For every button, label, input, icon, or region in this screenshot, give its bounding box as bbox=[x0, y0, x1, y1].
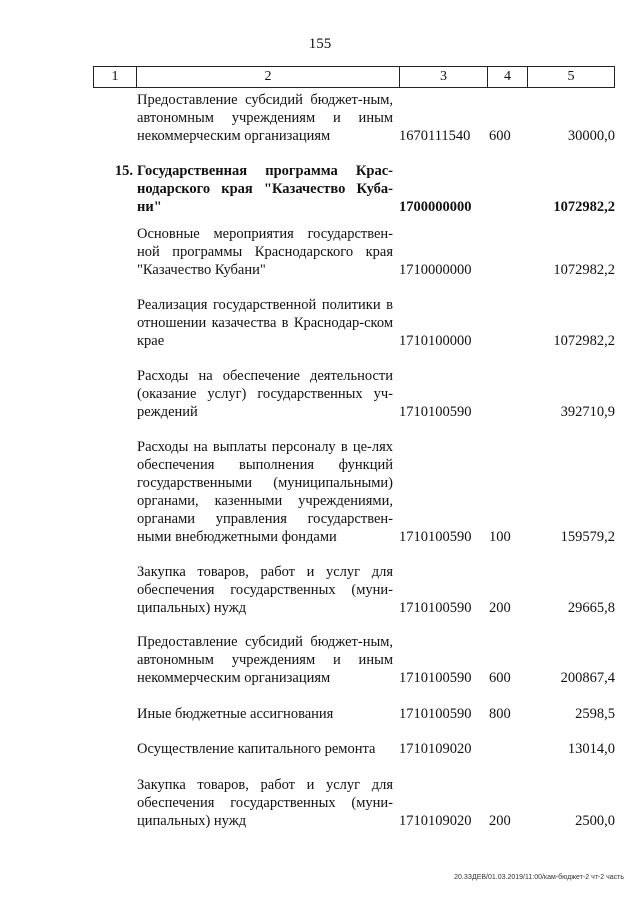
footer-stamp: 20.3ЗДЕВ/01.03.2019/11:00/кам-бюджет-2 чт-2 часть bbox=[454, 874, 624, 881]
row-name: Иные бюджетные ассигнования bbox=[137, 706, 334, 722]
header-col-5: 5 bbox=[567, 69, 575, 84]
row-code: 1710000000 bbox=[399, 262, 472, 278]
row-code: 1710100590 bbox=[399, 600, 472, 616]
row-code: 1710100590 bbox=[399, 404, 472, 420]
row-number: 15. bbox=[114, 163, 133, 179]
header-col-4: 4 bbox=[488, 67, 528, 87]
row-amount: 13014,0 bbox=[567, 741, 615, 757]
row-name: Предоставление субсидий бюджет-ным, автономным учреждениям и иным некоммерческим организациям bbox=[137, 634, 393, 686]
row-type: 600 bbox=[489, 670, 511, 686]
row-name: Реализация государственной политики в отношении казачества в Краснодар-ском крае bbox=[137, 297, 393, 349]
row-code: 1710109020 bbox=[399, 813, 472, 829]
header-col-3: 3 bbox=[400, 67, 488, 87]
row-code: 1710100590 bbox=[399, 670, 472, 686]
header-col-2: 2 bbox=[137, 67, 400, 87]
row-code: 1710100590 bbox=[399, 529, 472, 545]
row-name: Расходы на обеспечение деятельности (оказание услуг) государственных уч-реждений bbox=[137, 368, 393, 420]
row-type: 800 bbox=[489, 706, 511, 722]
page-number: 155 bbox=[308, 36, 332, 52]
row-amount: 200867,4 bbox=[560, 670, 615, 686]
row-name: Расходы на выплаты персоналу в це-лях обеспечения выполнения функций государственными (муниципальными) органами, казенными учреждениями, органами управления государствен-ными внебюджетными фондами bbox=[137, 439, 393, 545]
row-name: Государственная программа Крас-нодарского края "Казачество Куба-ни" bbox=[137, 163, 393, 215]
row-name: Закупка товаров, работ и услуг для обеспечения государственных (муни-ципальных) нужд bbox=[137, 564, 393, 616]
row-name: Закупка товаров, работ и услуг для обеспечения государственных (муни-ципальных) нужд bbox=[137, 777, 393, 829]
row-amount: 1072982,2 bbox=[553, 199, 615, 215]
row-amount: 2500,0 bbox=[575, 813, 615, 829]
row-amount: 30000,0 bbox=[567, 128, 615, 144]
row-name: Предоставление субсидий бюджет-ным, автономным учреждениям и иным некоммерческим организациям bbox=[137, 92, 393, 144]
row-amount: 159579,2 bbox=[560, 529, 615, 545]
row-amount: 392710,9 bbox=[560, 404, 615, 420]
header-col-1: 1 bbox=[94, 67, 137, 87]
row-type: 100 bbox=[489, 529, 511, 545]
row-name: Основные мероприятия государствен-ной программы Краснодарского края "Казачество Кубани" bbox=[137, 226, 393, 278]
row-amount: 1072982,2 bbox=[553, 262, 615, 278]
table-header bbox=[93, 66, 615, 88]
row-amount: 2598,5 bbox=[575, 706, 615, 722]
row-code: 1670111540 bbox=[399, 128, 471, 144]
row-name: Осуществление капитального ремонта bbox=[137, 741, 376, 757]
row-type: 600 bbox=[489, 128, 511, 144]
row-code: 1710100590 bbox=[399, 706, 472, 722]
row-amount: 29665,8 bbox=[567, 600, 615, 616]
row-code: 1710100000 bbox=[399, 333, 472, 349]
row-amount: 1072982,2 bbox=[553, 333, 615, 349]
row-code: 1710109020 bbox=[399, 741, 472, 757]
row-type: 200 bbox=[489, 600, 511, 616]
row-code: 1700000000 bbox=[399, 199, 472, 215]
row-type: 200 bbox=[489, 813, 511, 829]
